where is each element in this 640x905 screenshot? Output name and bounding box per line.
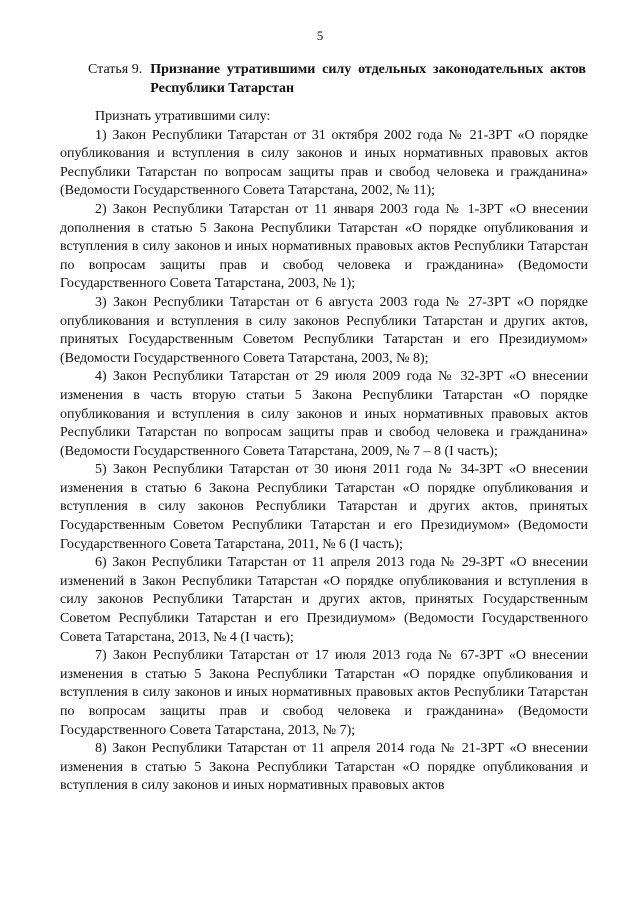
list-item: 3) Закон Республики Татарстан от 6 августа 2003 года № 27-ЗРТ «О порядке опубликования и вступления в силу законов Республики Татарстан и других актов, принятых Государственным Советом Республики Татарстан и его Президиумом» (Ведомости Государственного Совета Татарстана, 2003, № 8); [60,294,588,366]
list-item: 8) Закон Республики Татарстан от 11 апреля 2014 года № 21-ЗРТ «О внесении изменения в статью 5 Закона Республики Татарстан «О порядке опубликования и вступления в силу законов и иных нормативных правовых актов [60,741,588,794]
intro-paragraph: Признать утратившими силу: [95,109,271,124]
list-item: 5) Закон Республики Татарстан от 30 июня 2011 года № 34-ЗРТ «О внесении изменения в статью 6 Закона Республики Татарстан «О порядке опубликования и вступления в силу законов Республики Татарстан и других актов, принятых Государственным Советом Республики Татарстан и его Президиумом» (Ведомости Государственного Совета Татарстана, 2011, № 6 (I часть); [60,462,588,552]
list-item: 7) Закон Республики Татарстан от 17 июля 2013 года № 67-ЗРТ «О внесении изменения в статью 5 Закона Республики Татарстан «О порядке опубликования и вступления в силу законов и иных нормативных правовых актов Республики Татарстан по вопросам защиты прав и свобод человека и гражданина» (Ведомости Государственного Совета Татарстана, 2013, № 7); [60,648,588,738]
list-item: 6) Закон Республики Татарстан от 11 апреля 2013 года № 29-ЗРТ «О внесении изменений в Закон Республики Татарстан «О порядке опубликования и вступления в силу законов Республики Татарстан и других актов, принятых Государственным Советом Республики Татарстан и его Президиумом» (Ведомости Государственного Совета Татарстана, 2013, № 4 (I часть); [60,555,588,645]
article-body [60,108,588,796]
article-header [88,60,586,98]
list-item: 4) Закон Республики Татарстан от 29 июля 2009 года № 32-ЗРТ «О внесении изменения в часть вторую статьи 5 Закона Республики Татарстан «О порядке опубликования и вступления в силу законов и иных нормативных правовых актов Республики Татарстан по вопросам защиты прав и свобод человека и гражданина» (Ведомости Государственного Совета Татарстана, 2009, № 7 – 8 (I часть); [60,369,588,459]
list-item: 2) Закон Республики Татарстан от 11 января 2003 года № 1-ЗРТ «О внесении дополнения в статью 5 Закона Республики Татарстан «О порядке опубликования и вступления в силу законов и иных нормативных правовых актов Республики Татарстан по вопросам защиты прав и свобод человека и гражданина» (Ведомости Государственного Совета Татарстана, 2003, № 1); [60,201,588,292]
list-item: 1) Закон Республики Татарстан от 31 октября 2002 года № 21-ЗРТ «О порядке опубликования и вступления в силу законов и иных нормативных правовых актов Республики Татарстан по вопросам защиты прав и свобод человека и гражданина» (Ведомости Государственного Совета Татарстана, 2002, № 11); [60,127,588,199]
article-label: Статья 9. [88,62,143,77]
article-title: Признание утратившими силу отдельных законодательных актов Республики Татарстан [150,62,586,96]
page-number: 5 [316,28,324,43]
